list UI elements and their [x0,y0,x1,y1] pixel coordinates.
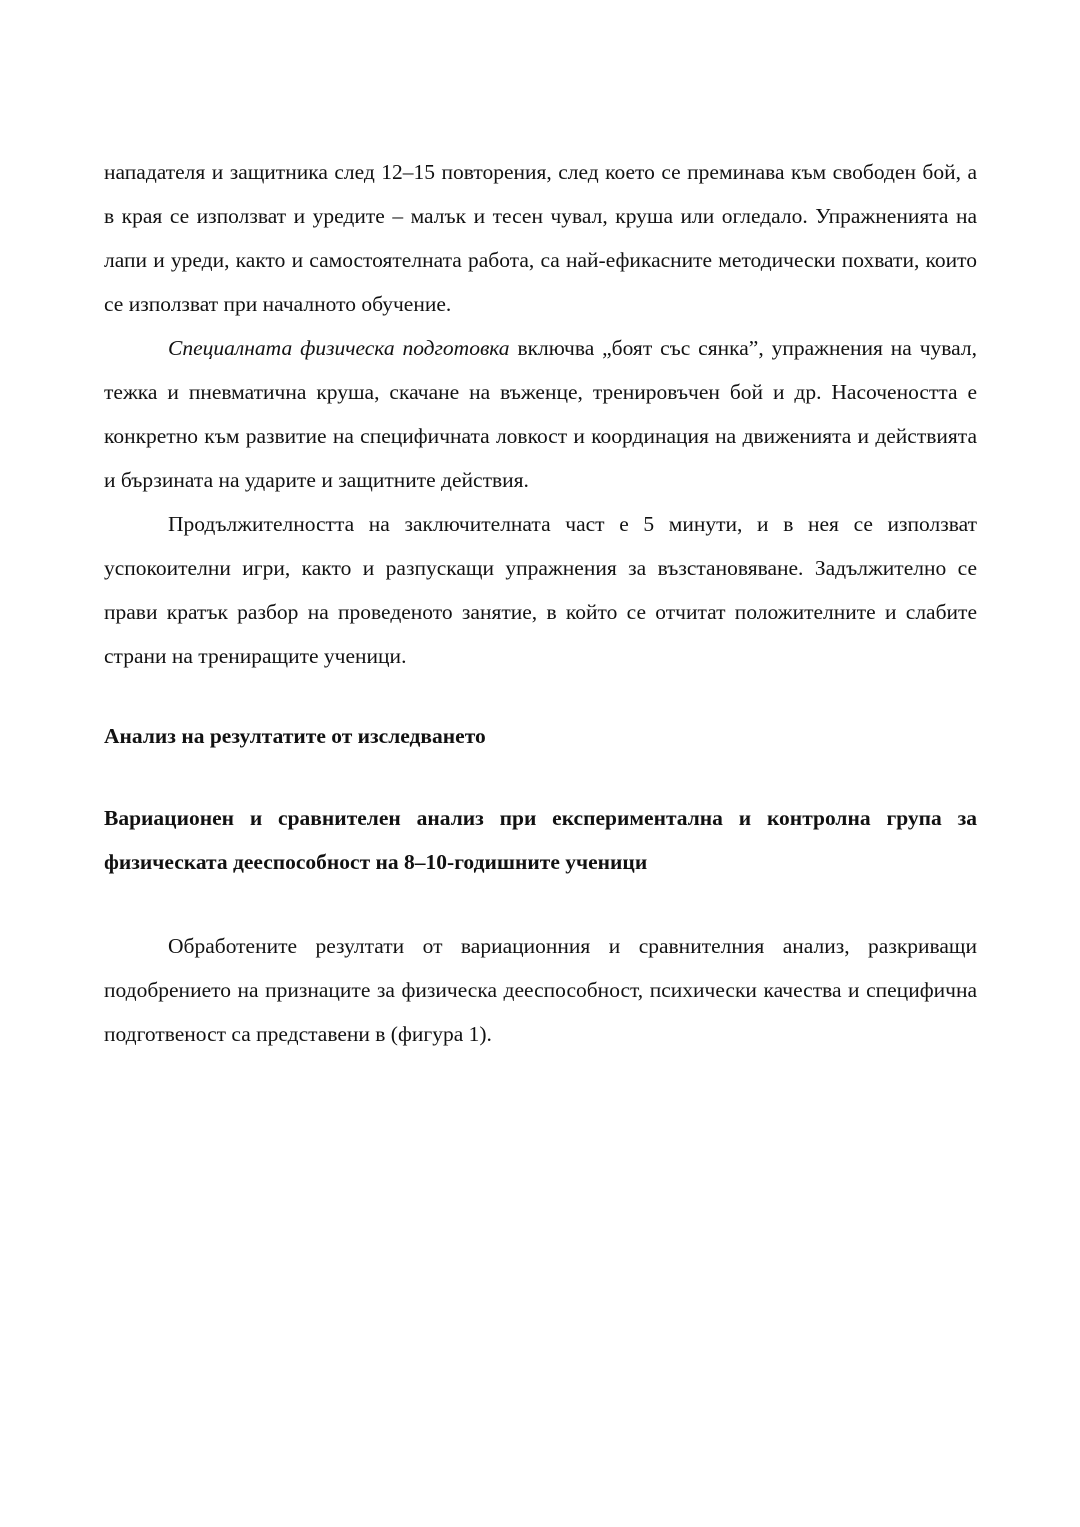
paragraph-processed-results: Обработените резултати от вариационния и сравнителния анализ, разкриващи подобрението на признаците за физическа дееспособност, психически качества и специфична подготвеност са представени в (фигура 1). [104,934,977,1046]
italic-term-special-preparation: Специалната физическа подготовка [168,336,510,360]
document-body [104,150,977,1056]
section-heading-results-analysis: Анализ на резултатите от изследването [104,724,486,748]
paragraph-special-preparation-text: включва „боят със сянка”, упражнения на чувал, тежка и пневматична круша, скачане на въженце, тренировъчен бой и др. Насочеността е конкретно към развитие на специфичната ловкост и координация на движенията и действията и бързината на ударите и защитните действия. [104,336,977,492]
paragraph-special-preparation [104,326,977,502]
paragraph-training-methods: нападателя и защитника след 12–15 повторения, след което се преминава към свободен бой, а в края се използват и уредите – малък и тесен чувал, круша или огледало. Упражненията на лапи и уреди, както и самостоятелната работа, са най-ефикасните методически похвати, които се използват при началното обучение. [104,160,977,316]
paragraph-final-part: Продължителността на заключителната част е 5 минути, и в нея се използват успокоителни игри, както и разпускащи упражнения за възстановяване. Задължително се прави кратък разбор на проведеното занятие, в който се отчитат положителните и слабите страни на трениращите ученици. [104,512,977,668]
subsection-heading-variation-analysis: Вариационен и сравнителен анализ при експериментална и контролна група за физическата дееспособност на 8–10-годишните ученици [104,806,977,874]
